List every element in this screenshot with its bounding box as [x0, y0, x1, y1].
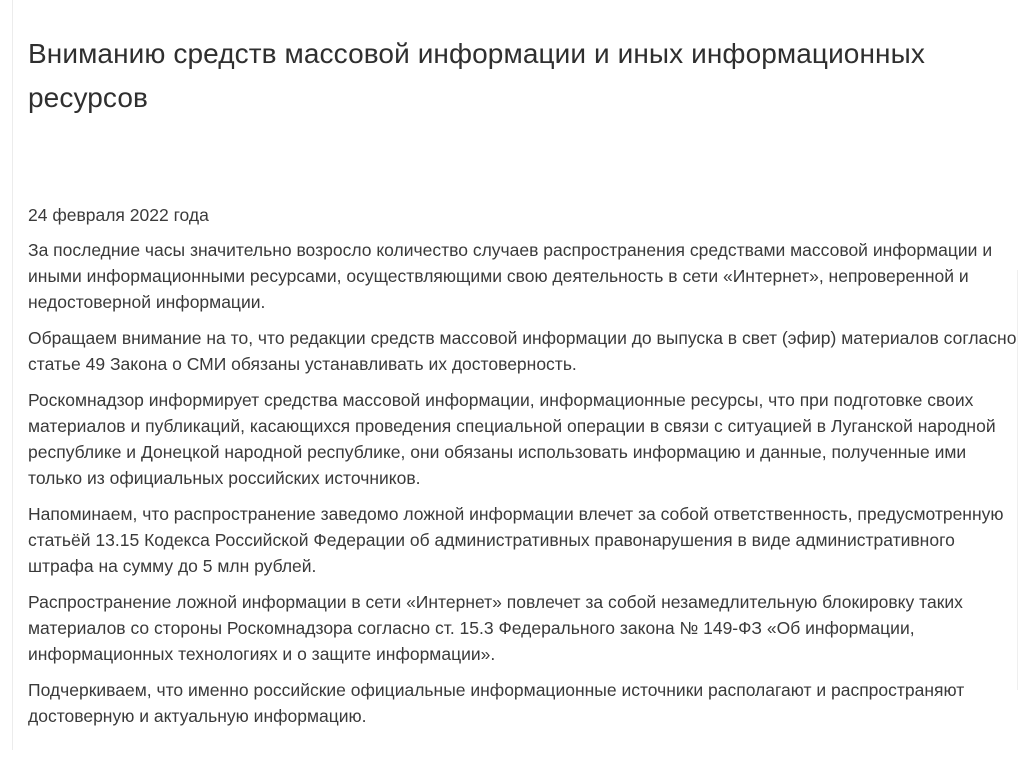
- article-paragraph-5: Распространение ложной информации в сети «Интернет» повлечет за собой незамедлительную блокировку таких материалов со стороны Роскомнадзора согласно ст. 15.3 Федерального закона № 149-ФЗ «Об информации, информационных технологиях и о защите информации».: [28, 592, 963, 664]
- article-date: 24 февраля 2022 года: [28, 205, 209, 225]
- article-content: [28, 32, 1018, 729]
- article-paragraph-2: Обращаем внимание на то, что редакции средств массовой информации до выпуска в свет (эфир) материалов согласно статье 49 Закона о СМИ обязаны устанавливать их достоверность.: [28, 328, 1017, 374]
- article-paragraph-4: Напоминаем, что распространение заведомо ложной информации влечет за собой ответственность, предусмотренную статьёй 13.15 Кодекса Российской Федерации об административных правонарушения в виде административного штрафа на сумму до 5 млн рублей.: [28, 504, 1004, 576]
- article-paragraph-1: За последние часы значительно возросло количество случаев распространения средствами массовой информации и иными информационными ресурсами, осуществляющими свою деятельность в сети «Интернет», непроверенной и недостоверной информации.: [28, 240, 993, 312]
- left-divider: [12, 0, 13, 750]
- article-paragraph-6: Подчеркиваем, что именно российские официальные информационные источники располагают и распространяют достоверную и актуальную информацию.: [28, 680, 965, 726]
- article-paragraph-3: Роскомнадзор информирует средства массовой информации, информационные ресурсы, что при подготовке своих материалов и публикаций, касающихся проведения специальной операции в связи с ситуацией в Луганской народной республике и Донецкой народной республике, они обязаны использовать информацию и данные, полученные ими только из официальных российских источников.: [28, 390, 996, 488]
- article-title: Вниманию средств массовой информации и иных информационных ресурсов: [28, 38, 925, 113]
